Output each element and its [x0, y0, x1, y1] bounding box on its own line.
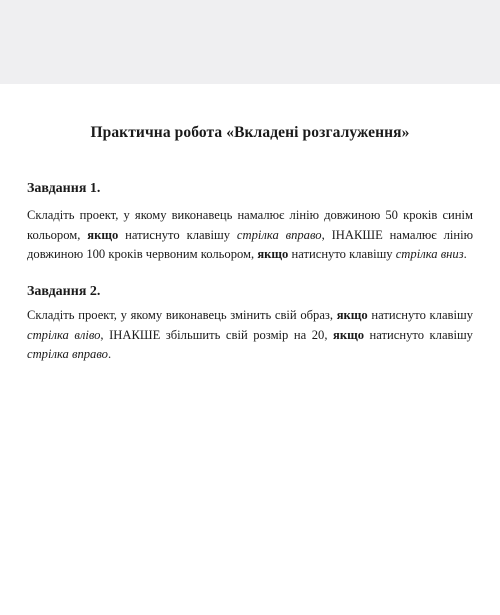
task-2-key-name: стрілка вправо [27, 347, 108, 362]
task-1-text-part: натиснуто клавішу [118, 227, 237, 242]
task-2-key-name: стрілка вліво [27, 327, 101, 342]
top-gray-band [0, 0, 500, 84]
task-2-keyword-if: якщо [336, 308, 368, 322]
task-2-text-part: . [107, 347, 112, 362]
task-1-text-part: Складіть проект, у якому виконавець намалює лінію довжиною 50 кроків синім кольором, [27, 208, 473, 242]
task-1-key-name: стрілка вниз [395, 247, 464, 262]
task-1-text-part: . [463, 247, 467, 262]
task-1-text-part: натиснуто клавішу [288, 247, 396, 262]
task-2-text [27, 306, 473, 365]
task-1-key-name: стрілка вправо [236, 227, 322, 242]
task-1-keyword-if: якщо [257, 247, 289, 262]
task-1-text [27, 206, 473, 265]
document-title: Практична робота «Вкладені розгалуження» [90, 124, 410, 141]
task-2-text-part: натиснуто клавішу [364, 327, 473, 342]
task-2-keyword-if: якщо [333, 327, 364, 342]
task-2-text-part: , ІНАКШЕ збільшить свій розмір на 20, [100, 327, 333, 342]
task-1-text-part: , ІНАКШЕ намалює лінію довжиною 100 кроків червоним кольором, [27, 227, 473, 262]
task-2-heading: Завдання 2. [27, 284, 101, 299]
task-2-text-part: Складіть проект, у якому виконавець змінить свій образ, [27, 308, 337, 322]
task-1-keyword-if: якщо [87, 227, 119, 242]
task-1-heading: Завдання 1. [27, 181, 101, 196]
task-2-text-part: натиснуто клавішу [367, 308, 473, 322]
